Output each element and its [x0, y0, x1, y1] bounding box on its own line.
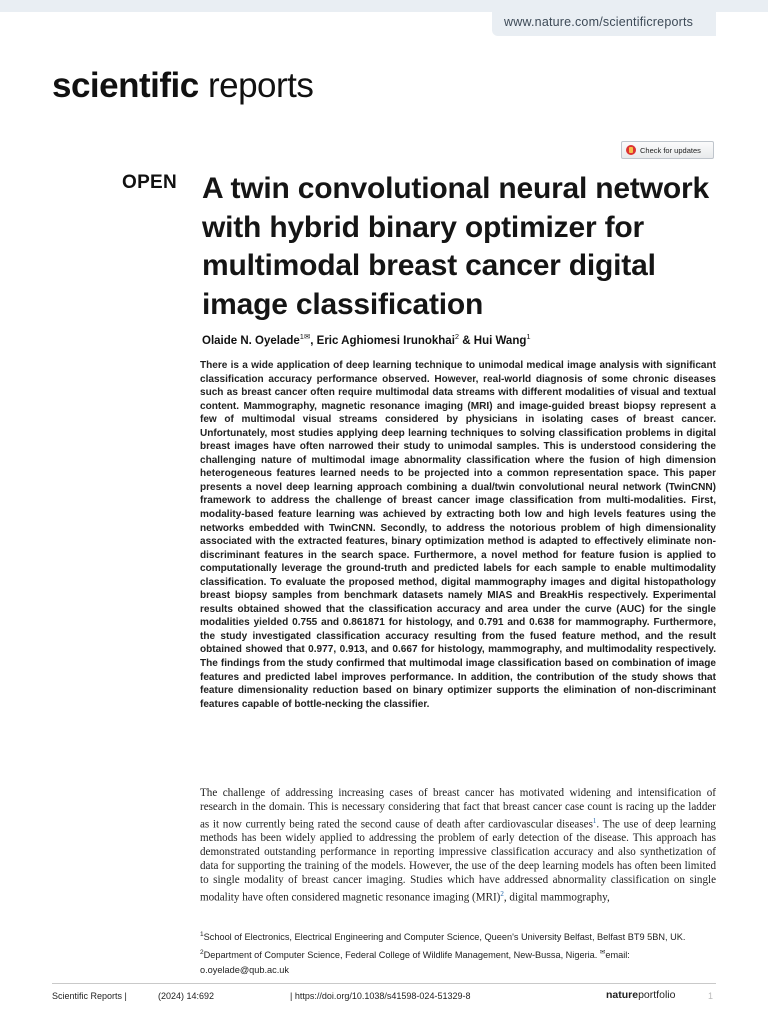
intro-paragraph	[200, 787, 716, 906]
email-link[interactable]: email: o.oyelade@qub.ac.uk	[200, 950, 630, 976]
publisher-light: portfolio	[638, 989, 676, 1001]
affil-2-mark: 2	[200, 949, 204, 957]
article-title: A twin convolutional neural network with hybrid binary optimizer for multimodal breast cancer digital image classification	[202, 172, 709, 321]
page-number: 1	[708, 991, 714, 1001]
check-updates-label: Check for updates	[640, 145, 701, 155]
reference-link-1[interactable]: 1	[592, 816, 597, 825]
author-2-affil: 2	[454, 332, 460, 341]
journal-url-link[interactable]: www.nature.com/scientificreports	[504, 15, 694, 29]
author-separator: &	[459, 334, 474, 347]
publisher-bold: nature	[606, 989, 639, 1001]
reference-link-2[interactable]: 2	[500, 890, 504, 899]
intro-text-1: The challenge of addressing increasing cases of breast cancer has motivated widening and intensification of research in the domain. This is necessary considering that fact that breast cancer case count is racing up the ladder as it now currently being rated the second cause of death after cardiovascular diseases	[200, 787, 716, 831]
author-2[interactable]: Eric Aghiomesi Irunokhai	[316, 334, 455, 347]
affil-1-mark: 1	[200, 931, 204, 938]
author-3-affil: 1	[526, 332, 531, 341]
journal-brand	[52, 66, 313, 106]
footer-doi-link[interactable]: | https://doi.org/10.1038/s41598-024-51329-8	[290, 991, 471, 1001]
brand-bold: scientific	[52, 66, 199, 105]
author-1[interactable]: Olaide N. Oyelade	[202, 334, 300, 347]
affil-1: School of Electronics, Electrical Engineering and Computer Science, Queen's University Belfast, Belfast BT9 5BN, UK.	[203, 932, 686, 943]
author-separator: ,	[310, 334, 317, 347]
publisher-logo	[606, 989, 675, 1001]
brand-light: reports	[198, 66, 314, 105]
author-1-affil: 1✉	[299, 332, 311, 341]
abstract: There is a wide application of deep learning technique to unimodal medical image analysis with significant classification accuracy performance observed. However, real-world diagnosis of some chronic diseases such as breast cancer often require multimodal data streams with different modalities of visual and textual content. Mammography, magnetic resonance imaging (MRI) and image-guided breast biopsy represent a few of multimodal visual streams considered by physicians in isolating cases of breast cancer. Unfortunately, most studies applying deep learning techniques to solving classification problems in digital breast images have often narrowed their study to unimodal samples. This is understood considering the challenging nature of multimodal image abnormality classification where the fusion of high dimension heterogeneous features learned needs to be projected into a common representation space. This paper presents a novel deep learning approach combining a dual/twin convolutional neural network (TwinCNN) framework to address the challenge of breast cancer image classification from multi-modalities. First, modality-based feature learning was achieved by extracting both low and high levels features using the networks embedded with TwinCNN. Secondly, to address the notorious problem of high dimensionality associated with the extracted features, binary optimization method is adapted to effectively eliminate non-discriminant features in the search space. Furthermore, a novel method for feature fusion is applied to computationally leverage the ground-truth and predicted labels for each sample to enable multimodality classification. To evaluate the proposed method, digital mammography images and digital histopathology breast biopsy samples from benchmark datasets namely MIAS and BreakHis respectively. Experimental results obtained showed that the classification accuracy and area under the curve (AUC) for the single modalities yielded 0.755 and 0.861871 for histology, and 0.791 and 0.638 for mammography. Furthermore, the study investigated classification accuracy resulting from the fused feature method, and the result obtained showed that 0.977, 0.913, and 0.667 for histology, mammography, and multimodality respectively. The findings from the study confirmed that multimodal image classification based on combination of image features and predicted label improves performance. In addition, the contribution of the study shows that feature dimensionality reduction based on binary optimizer supports the elimination of non-discriminant features capable of bottle-necking the classifier.	[200, 360, 716, 710]
footer-journal: Scientific Reports |	[52, 991, 127, 1001]
author-3[interactable]: Hui Wang	[473, 334, 527, 347]
open-access-label: OPEN	[122, 172, 178, 193]
affiliations	[200, 927, 716, 978]
author-list	[202, 332, 531, 347]
footer-divider	[52, 983, 716, 984]
email-icon: ✉	[599, 949, 606, 957]
intro-text-2: . The use of deep learning methods has been widely applied to addressing the problem of early detection of the disease. This approach has demonstrated outstanding performance in reporting impressive classification accuracy and also synthetization of data for supporting the training of the models. However, the use of the deep learning models has often been limited to single modality of breast cancer imaging. Studies which have addressed abnormality classification on single modality have often considered magnetic resonance imaging (MRI)	[200, 818, 716, 904]
affil-2: Department of Computer Science, Federal College of Wildlife Management, New-Bussa, Nigeria.	[203, 950, 600, 961]
footer-volume: (2024) 14:692	[158, 991, 215, 1001]
check-updates-button[interactable]	[621, 141, 714, 159]
intro-text-3: , digital mammography,	[503, 891, 610, 904]
crossmark-icon	[626, 145, 636, 155]
